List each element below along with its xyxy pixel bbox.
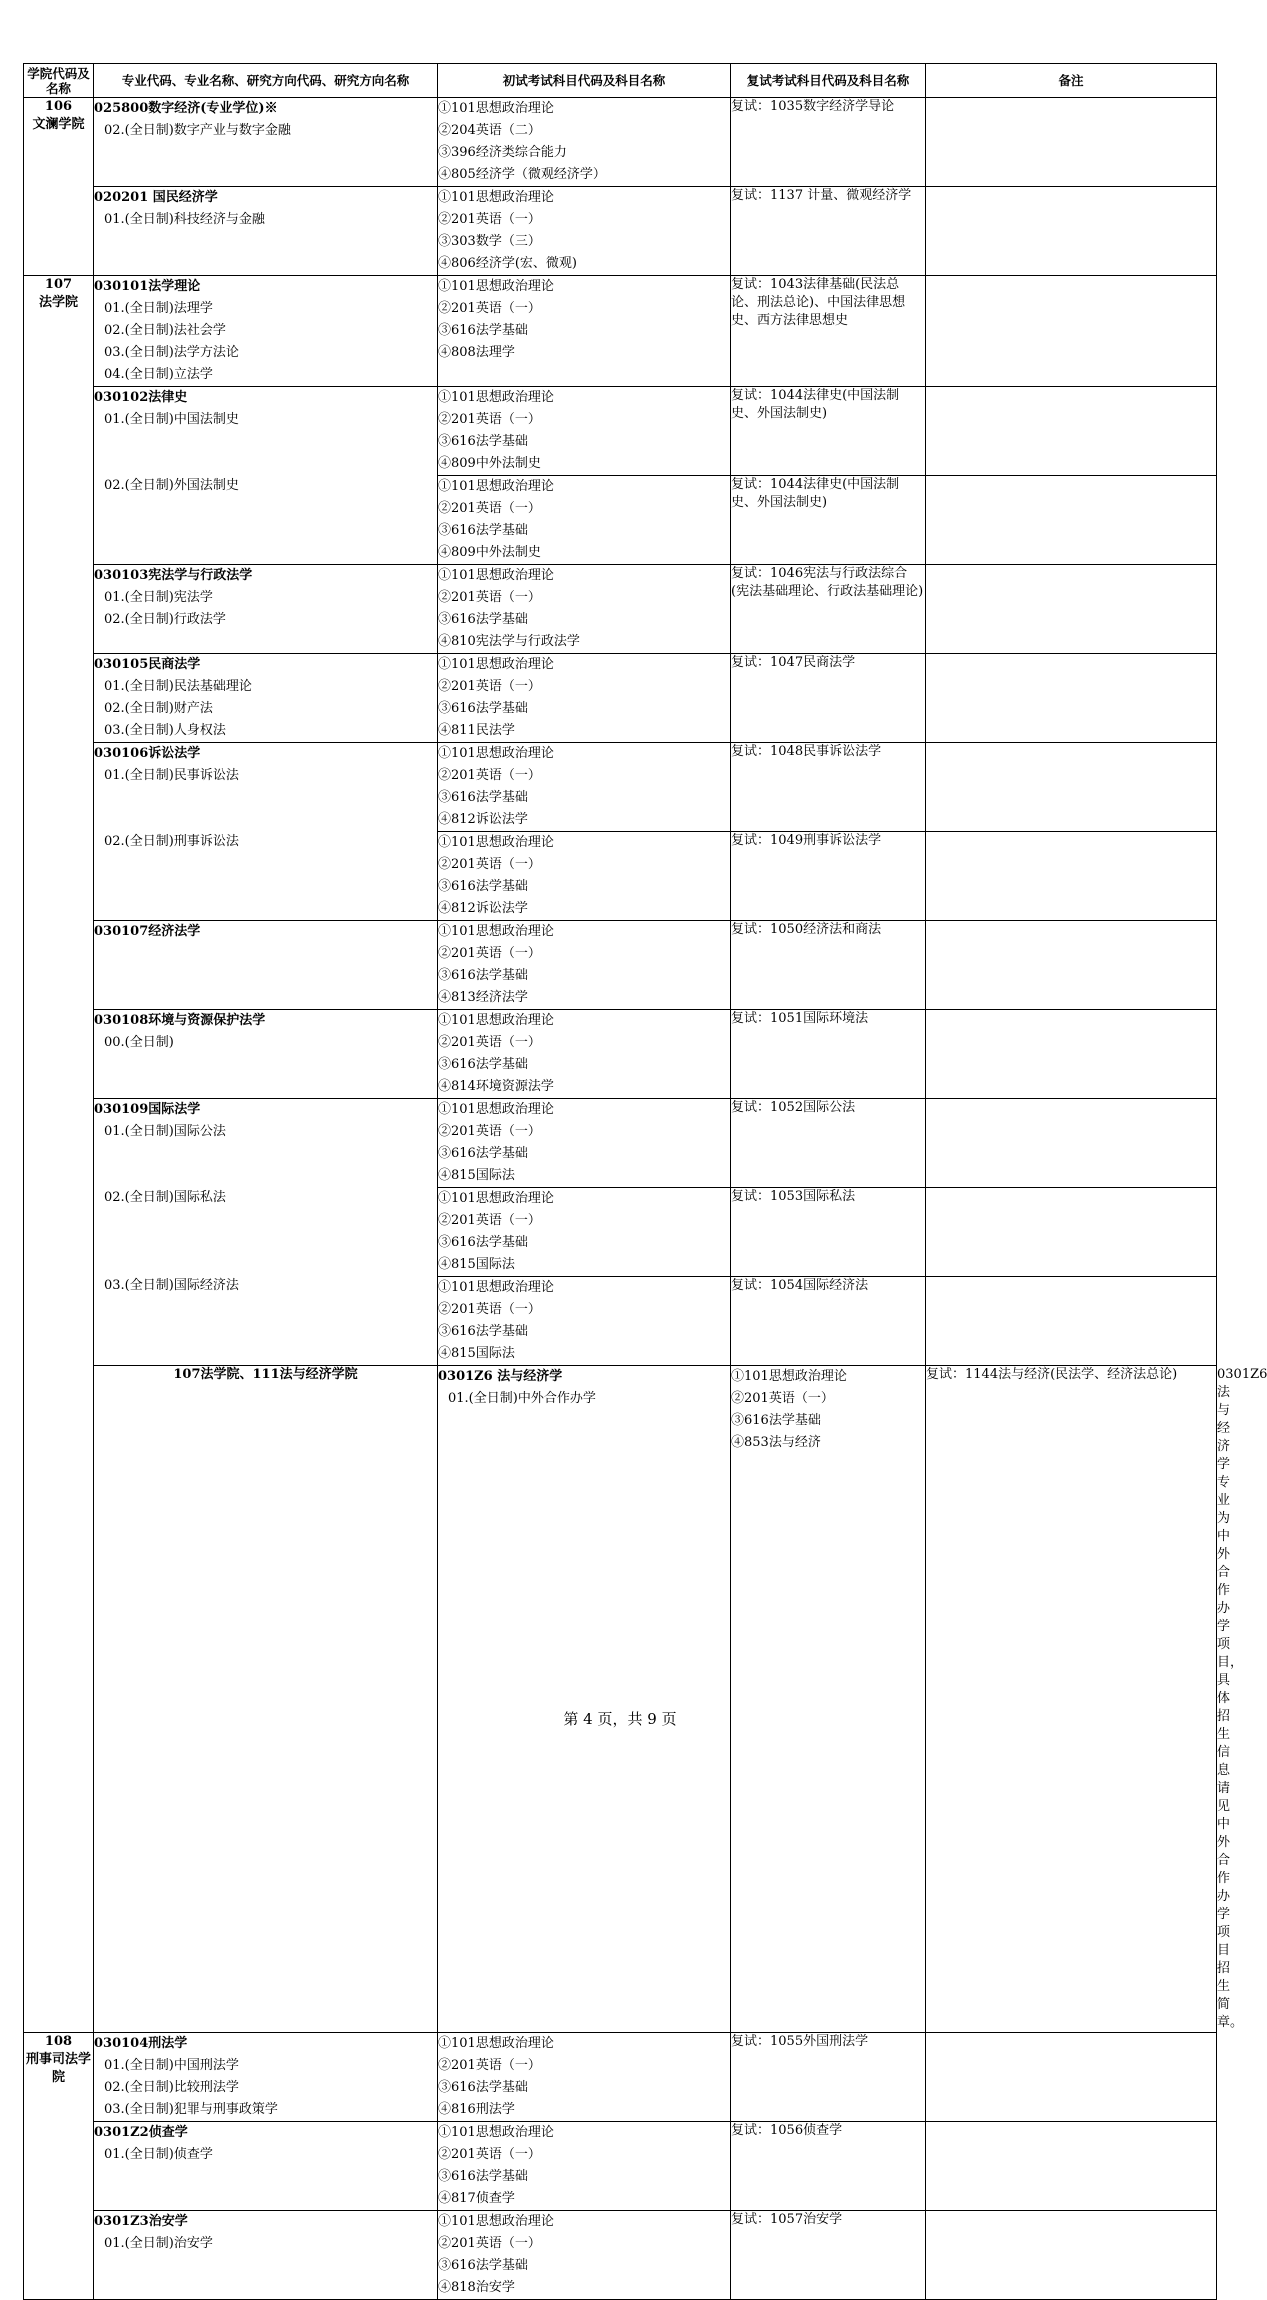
exam-subject: ③616法学基础 — [438, 323, 528, 338]
retest-cell: 复试：1049刑事诉讼法学 — [731, 832, 926, 921]
exam-subject: ④816刑法学 — [438, 2102, 515, 2117]
exam-subject: ①101思想政治理论 — [438, 835, 554, 850]
prelim-cell — [438, 187, 731, 276]
direction: 03.(全日制)法学方法论 — [104, 345, 239, 360]
exam-subject: ②201英语（一） — [438, 301, 541, 316]
direction: 01.(全日制)中国刑法学 — [104, 2058, 239, 2073]
table-row — [24, 2033, 1217, 2122]
direction: 03.(全日制)人身权法 — [104, 723, 226, 738]
exam-subject: ④812诉讼法学 — [438, 901, 528, 916]
note-cell — [926, 1277, 1217, 1366]
exam-subject: ②201英语（一） — [438, 857, 541, 872]
direction: 04.(全日制)立法学 — [104, 367, 213, 382]
exam-subject: ①101思想政治理论 — [438, 746, 554, 761]
retest-cell: 复试：1035数字经济学导论 — [731, 98, 926, 187]
table-row — [24, 2211, 1217, 2300]
table-row — [24, 387, 1217, 476]
exam-subject: ③616法学基础 — [731, 1413, 821, 1428]
direction: 02.(全日制)行政法学 — [104, 612, 226, 627]
table-row — [24, 1099, 1217, 1188]
header-row — [24, 64, 1217, 98]
retest-cell: 复试：1043法律基础(民法总论、刑法总论)、中国法律思想史、西方法律思想史 — [731, 276, 926, 387]
retest-cell: 复试：1054国际经济法 — [731, 1277, 926, 1366]
exam-subject: ④808法理学 — [438, 345, 515, 360]
exam-subject: ①101思想政治理论 — [438, 479, 554, 494]
exam-subject: ③616法学基础 — [438, 701, 528, 716]
major-title: 020201 国民经济学 — [94, 190, 218, 205]
note-cell — [926, 476, 1217, 565]
retest-cell: 复试：1044法律史(中国法制史、外国法制史) — [731, 387, 926, 476]
note-cell — [926, 565, 1217, 654]
prelim-cell — [731, 1366, 926, 2033]
major-title: 030109国际法学 — [94, 1102, 201, 1117]
exam-subject: ①101思想政治理论 — [438, 1013, 554, 1028]
catalog-table — [23, 63, 1267, 2300]
exam-subject: ②201英语（一） — [438, 1213, 541, 1228]
exam-subject: ③616法学基础 — [438, 612, 528, 627]
exam-subject: ④853法与经济 — [731, 1435, 821, 1450]
retest-cell: 复试：1046宪法与行政法综合(宪法基础理论、行政法基础理论) — [731, 565, 926, 654]
prelim-cell — [438, 832, 731, 921]
retest-cell: 复试：1144法与经济(民法学、经济法总论) — [926, 1366, 1217, 2033]
exam-subject: ②201英语（一） — [438, 212, 541, 227]
exam-subject: ①101思想政治理论 — [438, 2036, 554, 2051]
exam-subject: ④805经济学（微观经济学） — [438, 167, 606, 182]
major-cell — [94, 387, 438, 565]
major-cell — [94, 276, 438, 387]
prelim-cell — [438, 565, 731, 654]
exam-subject: ④813经济法学 — [438, 990, 528, 1005]
exam-subject: ③303数学（三） — [438, 234, 541, 249]
exam-subject: ③616法学基础 — [438, 790, 528, 805]
direction: 01.(全日制)法理学 — [104, 301, 213, 316]
exam-subject: ③616法学基础 — [438, 1235, 528, 1250]
major-title: 030104刑法学 — [94, 2036, 188, 2051]
prelim-cell — [438, 2211, 731, 2300]
exam-subject: ③396经济类综合能力 — [438, 145, 567, 160]
exam-subject: ②201英语（一） — [438, 1302, 541, 1317]
table-row — [24, 743, 1217, 832]
note-cell — [926, 921, 1217, 1010]
prelim-cell — [438, 1010, 731, 1099]
direction: 02.(全日制)刑事诉讼法 — [104, 834, 239, 849]
exam-subject: ②201英语（一） — [438, 946, 541, 961]
exam-subject: ④817侦查学 — [438, 2191, 515, 2206]
exam-subject: ①101思想政治理论 — [438, 101, 554, 116]
direction: 01.(全日制)治安学 — [104, 2236, 213, 2251]
note-cell — [926, 387, 1217, 476]
exam-subject: ②201英语（一） — [438, 412, 541, 427]
major-cell — [94, 2211, 438, 2300]
major-cell — [94, 98, 438, 187]
table-row — [24, 921, 1217, 1010]
exam-subject: ①101思想政治理论 — [438, 390, 554, 405]
prelim-cell — [438, 2033, 731, 2122]
direction: 02.(全日制)外国法制史 — [104, 478, 239, 493]
prelim-cell — [438, 1099, 731, 1188]
direction: 01.(全日制)中外合作办学 — [448, 1391, 596, 1406]
exam-subject: ②204英语（二） — [438, 123, 541, 138]
exam-subject: ④811民法学 — [438, 723, 515, 738]
retest-cell: 复试：1051国际环境法 — [731, 1010, 926, 1099]
direction: 01.(全日制)国际公法 — [104, 1124, 226, 1139]
major-cell — [94, 2122, 438, 2211]
major-title: 030102法律史 — [94, 390, 188, 405]
table-row — [24, 276, 1217, 387]
prelim-cell — [438, 276, 731, 387]
note-cell — [926, 276, 1217, 387]
direction: 00.(全日制) — [104, 1035, 174, 1050]
retest-cell: 复试：1052国际公法 — [731, 1099, 926, 1188]
header-note: 备注 — [926, 64, 1217, 98]
retest-cell: 复试：1050经济法和商法 — [731, 921, 926, 1010]
exam-subject: ②201英语（一） — [438, 501, 541, 516]
table-row — [24, 565, 1217, 654]
exam-subject: ③616法学基础 — [438, 434, 528, 449]
major-title: 030107经济法学 — [94, 924, 201, 939]
direction: 02.(全日制)法社会学 — [104, 323, 226, 338]
direction: 02.(全日制)比较刑法学 — [104, 2080, 239, 2095]
exam-subject: ①101思想政治理论 — [438, 924, 554, 939]
major-cell — [94, 1010, 438, 1099]
prelim-cell — [438, 387, 731, 476]
exam-subject: ①101思想政治理论 — [438, 1102, 554, 1117]
table-row — [24, 1010, 1217, 1099]
table-row — [24, 2122, 1217, 2211]
exam-subject: ④815国际法 — [438, 1257, 515, 1272]
prelim-cell — [438, 2122, 731, 2211]
major-title: 030106诉讼法学 — [94, 746, 201, 761]
exam-subject: ②201英语（一） — [438, 2236, 541, 2251]
exam-subject: ④812诉讼法学 — [438, 812, 528, 827]
table-row — [24, 654, 1217, 743]
major-title: 0301Z3治安学 — [94, 2214, 188, 2229]
exam-subject: ③616法学基础 — [438, 2169, 528, 2184]
note-cell — [926, 654, 1217, 743]
major-cell — [94, 2033, 438, 2122]
exam-subject: ④815国际法 — [438, 1168, 515, 1183]
prelim-cell — [438, 743, 731, 832]
exam-subject: ③616法学基础 — [438, 1324, 528, 1339]
major-title: 030105民商法学 — [94, 657, 201, 672]
exam-subject: ②201英语（一） — [438, 590, 541, 605]
direction: 01.(全日制)宪法学 — [104, 590, 213, 605]
exam-subject: ②201英语（一） — [438, 1124, 541, 1139]
exam-subject: ②201英语（一） — [438, 2058, 541, 2073]
exam-subject: ②201英语（一） — [731, 1391, 834, 1406]
note-cell — [926, 1099, 1217, 1188]
college-cell: 108 刑事司法学院 — [24, 2033, 94, 2300]
exam-subject: ①101思想政治理论 — [438, 2214, 554, 2229]
major-cell — [94, 921, 438, 1010]
exam-subject: ②201英语（一） — [438, 768, 541, 783]
exam-subject: ③616法学基础 — [438, 1057, 528, 1072]
exam-subject: ④809中外法制史 — [438, 545, 541, 560]
exam-subject: ④809中外法制史 — [438, 456, 541, 471]
note-cell — [926, 1188, 1217, 1277]
header-major: 专业代码、专业名称、研究方向代码、研究方向名称 — [94, 64, 438, 98]
retest-cell: 复试：1048民事诉讼法学 — [731, 743, 926, 832]
exam-subject: ③616法学基础 — [438, 2080, 528, 2095]
page-footer: 第 4 页，共 9 页 — [563, 1710, 677, 1728]
exam-subject: ③616法学基础 — [438, 968, 528, 983]
header-college: 学院代码及名称 — [24, 64, 94, 98]
college-cell: 107法学院、111法与经济学院 — [94, 1366, 438, 2033]
header-retest: 复试考试科目代码及科目名称 — [731, 64, 926, 98]
prelim-cell — [438, 98, 731, 187]
college-cell: 106 文澜学院 — [24, 98, 94, 276]
note-cell — [926, 2122, 1217, 2211]
college-cell: 107 法学院 — [24, 276, 94, 2033]
major-title: 025800数字经济(专业学位)※ — [94, 101, 278, 116]
exam-subject: ①101思想政治理论 — [438, 1191, 554, 1206]
direction: 01.(全日制)中国法制史 — [104, 412, 239, 427]
exam-subject: ①101思想政治理论 — [438, 1280, 554, 1295]
retest-cell: 复试：1057治安学 — [731, 2211, 926, 2300]
prelim-cell — [438, 1188, 731, 1277]
exam-subject: ②201英语（一） — [438, 679, 541, 694]
direction: 03.(全日制)犯罪与刑事政策学 — [104, 2102, 278, 2117]
exam-subject: ②201英语（一） — [438, 2147, 541, 2162]
major-cell — [94, 743, 438, 921]
note-cell — [926, 832, 1217, 921]
prelim-cell — [438, 654, 731, 743]
retest-cell: 复试：1047民商法学 — [731, 654, 926, 743]
exam-subject: ①101思想政治理论 — [438, 2125, 554, 2140]
exam-subject: ①101思想政治理论 — [438, 568, 554, 583]
prelim-cell — [438, 476, 731, 565]
prelim-cell — [438, 921, 731, 1010]
direction: 01.(全日制)民事诉讼法 — [104, 768, 239, 783]
direction: 03.(全日制)国际经济法 — [104, 1278, 239, 1293]
exam-subject: ①101思想政治理论 — [438, 190, 554, 205]
retest-cell: 复试：1053国际私法 — [731, 1188, 926, 1277]
major-cell — [94, 565, 438, 654]
header-prelim: 初试考试科目代码及科目名称 — [438, 64, 731, 98]
major-cell — [94, 1099, 438, 1366]
exam-subject: ③616法学基础 — [438, 879, 528, 894]
exam-subject: ④818治安学 — [438, 2280, 515, 2295]
retest-cell: 复试：1055外国刑法学 — [731, 2033, 926, 2122]
direction: 01.(全日制)科技经济与金融 — [104, 212, 265, 227]
note-cell — [926, 98, 1217, 187]
exam-subject: ①101思想政治理论 — [438, 279, 554, 294]
direction: 01.(全日制)民法基础理论 — [104, 679, 252, 694]
major-cell — [438, 1366, 731, 2033]
retest-cell: 复试：1137 计量、微观经济学 — [731, 187, 926, 276]
major-title: 030103宪法学与行政法学 — [94, 568, 253, 583]
table-row: 107法学院、111法与经济学院 0301Z6 法与经济学 01.(全日制)中外合作办学 ①101思想政治理论 ②201英语（一） ③616法学基础 ④853法与经济 复试：1144法与经济(民法学、经济法总论) 0301Z6法与经济学专业为中外合作办学项目，具体招生信息请见中外合作办学项目招生简章。 — [24, 1366, 1217, 2033]
direction: 01.(全日制)侦查学 — [104, 2147, 213, 2162]
note-cell — [926, 2033, 1217, 2122]
exam-subject: ①101思想政治理论 — [731, 1369, 847, 1384]
exam-subject: ④806经济学(宏、微观) — [438, 256, 577, 271]
exam-subject: ④810宪法学与行政法学 — [438, 634, 580, 649]
exam-subject: ③616法学基础 — [438, 523, 528, 538]
exam-subject: ④815国际法 — [438, 1346, 515, 1361]
direction: 02.(全日制)数字产业与数字金融 — [104, 123, 291, 138]
exam-subject: ①101思想政治理论 — [438, 657, 554, 672]
direction: 02.(全日制)财产法 — [104, 701, 213, 716]
table-row — [24, 187, 1217, 276]
major-title: 030108环境与资源保护法学 — [94, 1013, 266, 1028]
note-cell — [926, 743, 1217, 832]
note-cell — [926, 1010, 1217, 1099]
exam-subject: ③616法学基础 — [438, 1146, 528, 1161]
major-title: 0301Z6 法与经济学 — [438, 1369, 563, 1384]
major-cell — [94, 187, 438, 276]
direction: 02.(全日制)国际私法 — [104, 1190, 226, 1205]
note-cell — [926, 187, 1217, 276]
prelim-cell — [438, 1277, 731, 1366]
major-title: 030101法学理论 — [94, 279, 201, 294]
note-cell — [926, 2211, 1217, 2300]
exam-subject: ④814环境资源法学 — [438, 1079, 554, 1094]
major-title: 0301Z2侦查学 — [94, 2125, 188, 2140]
table-row — [24, 98, 1217, 187]
major-cell — [94, 654, 438, 743]
retest-cell: 复试：1056侦查学 — [731, 2122, 926, 2211]
exam-subject: ③616法学基础 — [438, 2258, 528, 2273]
exam-subject: ②201英语（一） — [438, 1035, 541, 1050]
retest-cell: 复试：1044法律史(中国法制史、外国法制史) — [731, 476, 926, 565]
